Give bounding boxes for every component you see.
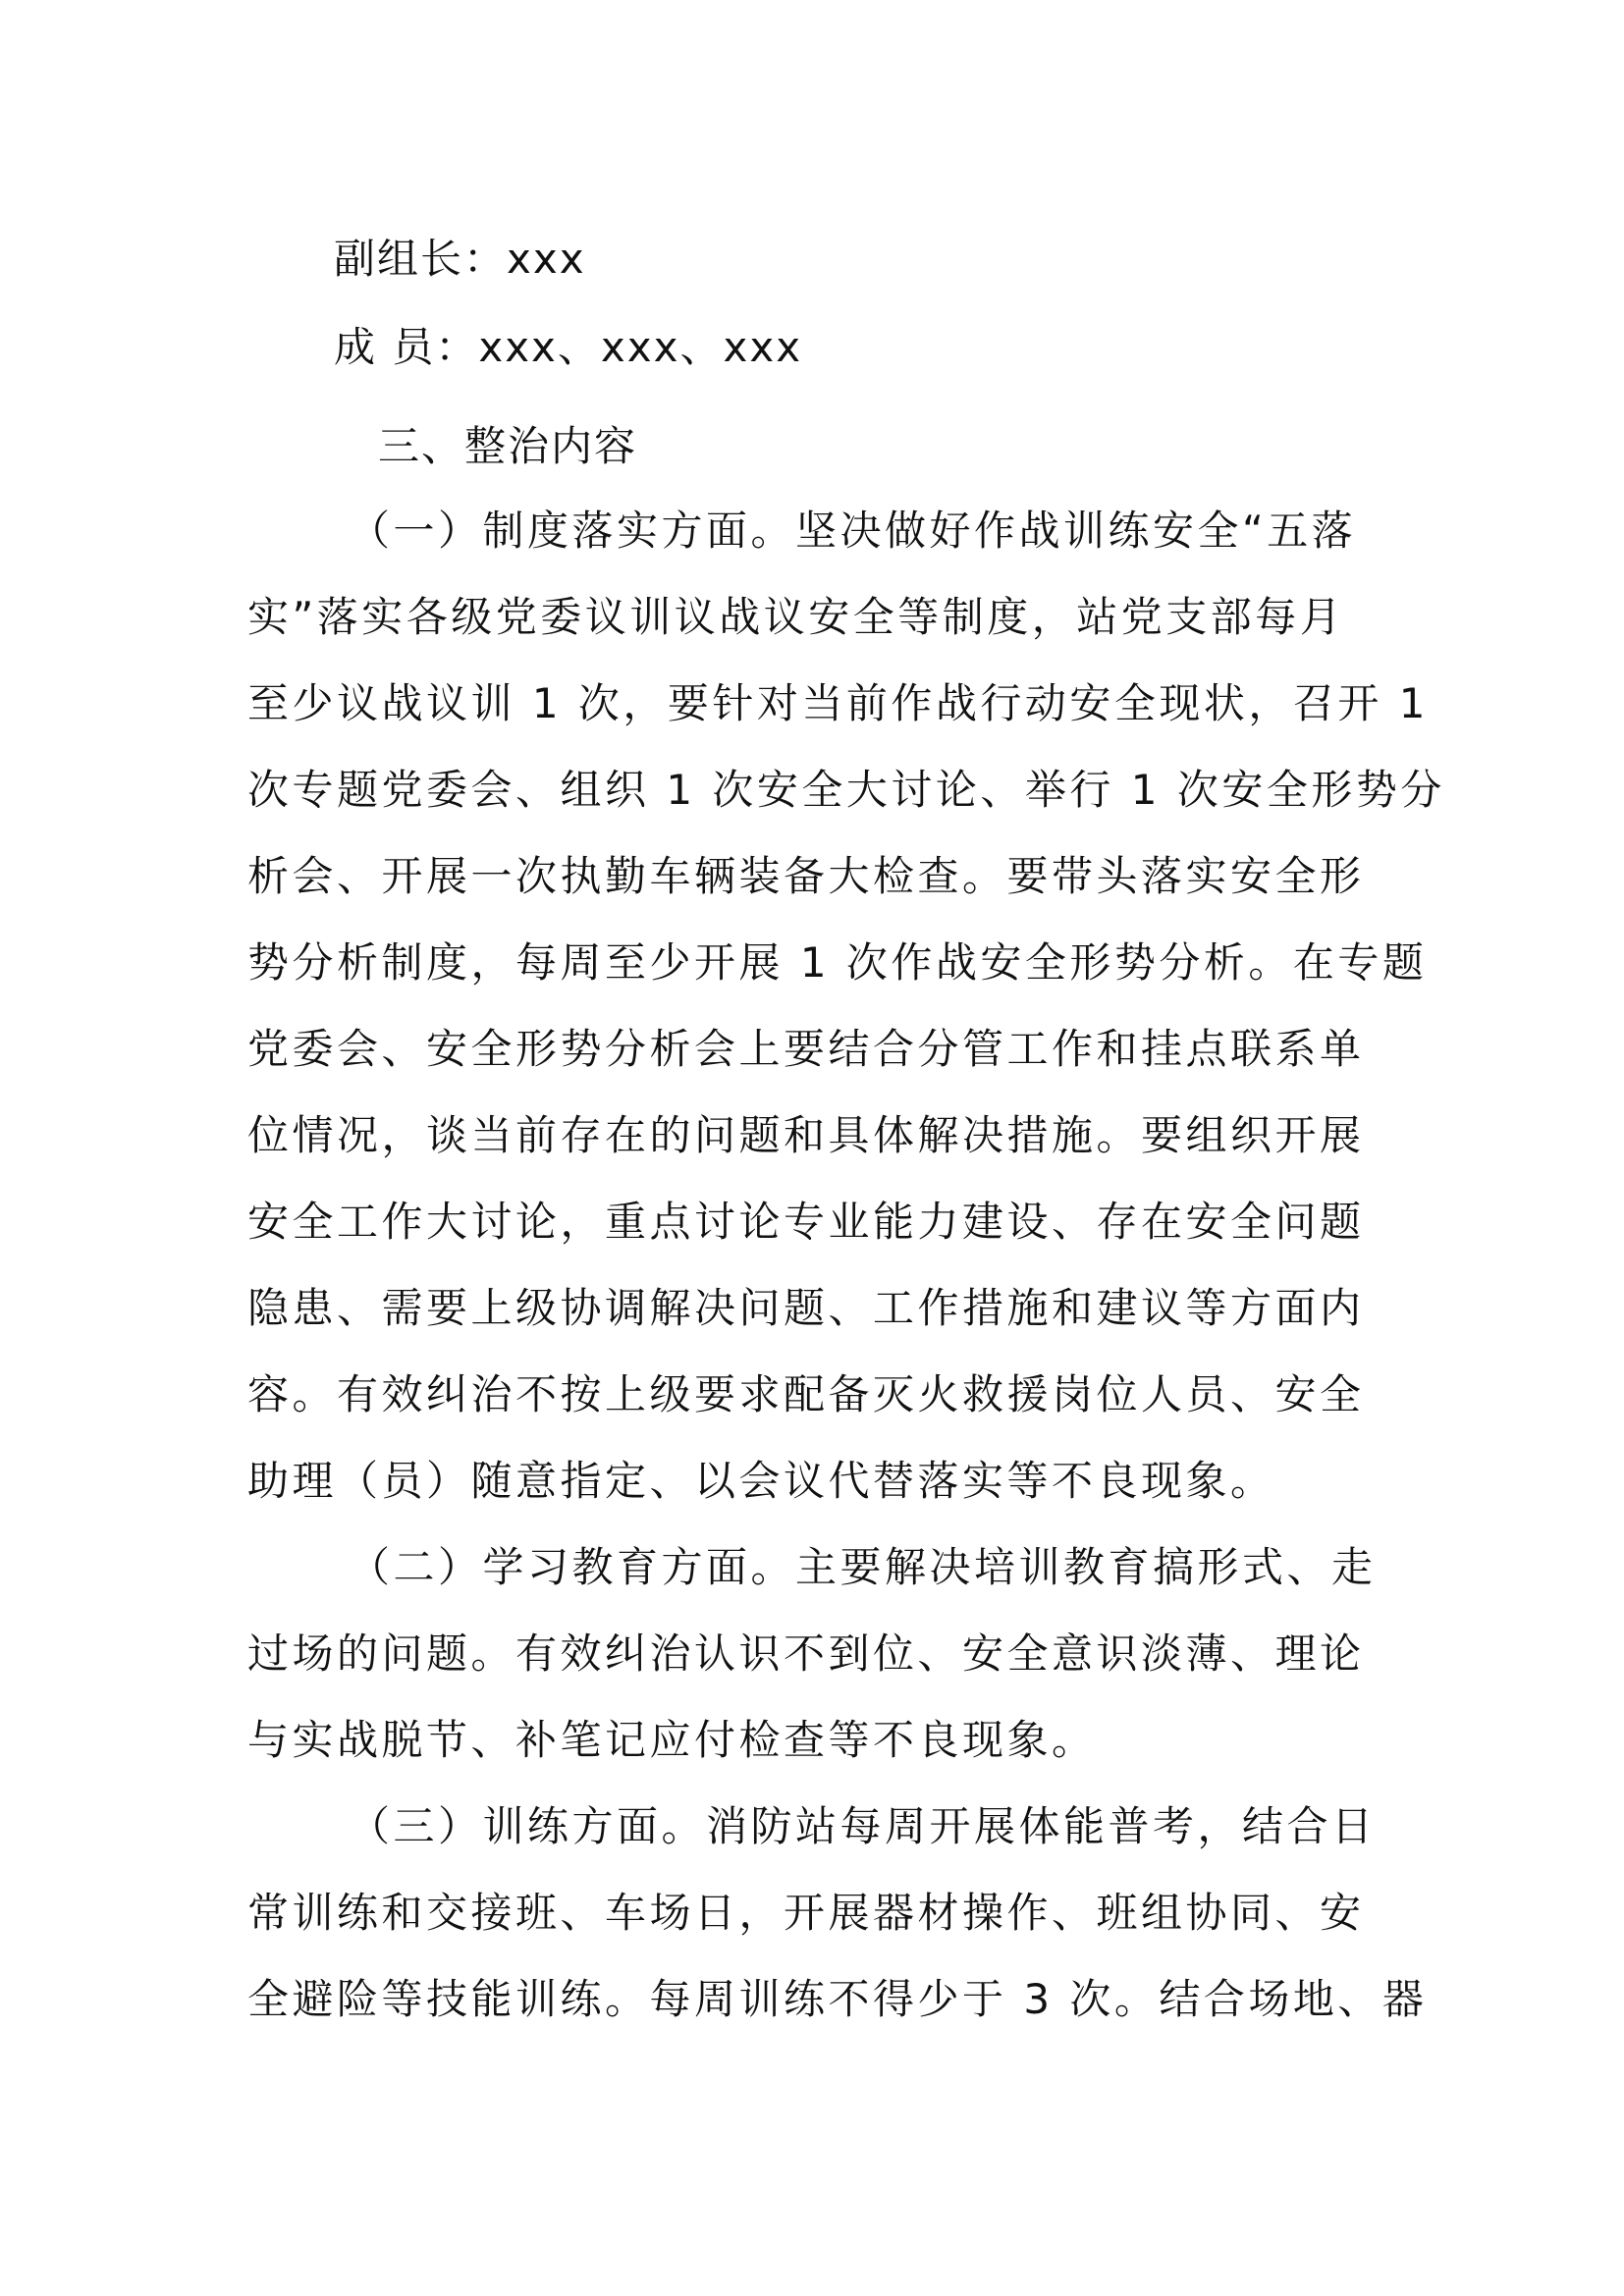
paragraph-2-line: （二）学习教育方面。主要解决培训教育搞形式、走 (349, 1543, 1377, 1591)
paragraph-1-line: 至少议战议训 1 次，要针对当前作战行动安全现状，召开 1 (247, 679, 1429, 727)
section-heading: 三、整治内容 (378, 422, 638, 470)
paragraph-1-line: 实”落实各级党委议训议战议安全等制度，站党支部每月 (247, 593, 1345, 641)
paragraph-3-line: 常训练和交接班、车场日，开展器材操作、班组协同、安 (247, 1889, 1365, 1937)
paragraph-1-line: 助理（员）随意指定、以会议代替落实等不良现象。 (247, 1457, 1275, 1505)
paragraph-1-line: 安全工作大讨论，重点讨论专业能力建设、存在安全问题 (247, 1198, 1365, 1246)
paragraph-1-line: 势分析制度，每周至少开展 1 次作战安全形势分析。在专题 (247, 938, 1428, 987)
paragraph-2-line: 过场的问题。有效纠治认识不到位、安全意识淡薄、理论 (247, 1629, 1365, 1678)
paragraph-1-line: 次专题党委会、组织 1 次安全大讨论、举行 1 次安全形势分 (247, 766, 1445, 814)
paragraph-1-line: 容。有效纠治不按上级要求配备灭火救援岗位人员、安全 (247, 1370, 1365, 1418)
members-line: 成 员：xxx、xxx、xxx (334, 323, 803, 371)
deputy-leader-line: 副组长：xxx (334, 235, 586, 283)
paragraph-3-line: 全避险等技能训练。每周训练不得少于 3 次。结合场地、器 (247, 1975, 1428, 2023)
paragraph-1-line: 党委会、安全形势分析会上要结合分管工作和挂点联系单 (247, 1025, 1365, 1073)
paragraph-1-line: 位情况，谈当前存在的问题和具体解决措施。要组织开展 (247, 1111, 1365, 1159)
paragraph-1-line: 析会、开展一次执勤车辆装备大检查。要带头落实安全形 (247, 852, 1365, 900)
paragraph-1-line: （一）制度落实方面。坚决做好作战训练安全“五落 (349, 507, 1357, 555)
paragraph-1-line: 隐患、需要上级协调解决问题、工作措施和建议等方面内 (247, 1284, 1365, 1332)
paragraph-3-line: （三）训练方面。消防站每周开展体能普考，结合日 (349, 1802, 1377, 1850)
paragraph-2-line: 与实战脱节、补笔记应付检查等不良现象。 (247, 1716, 1097, 1764)
